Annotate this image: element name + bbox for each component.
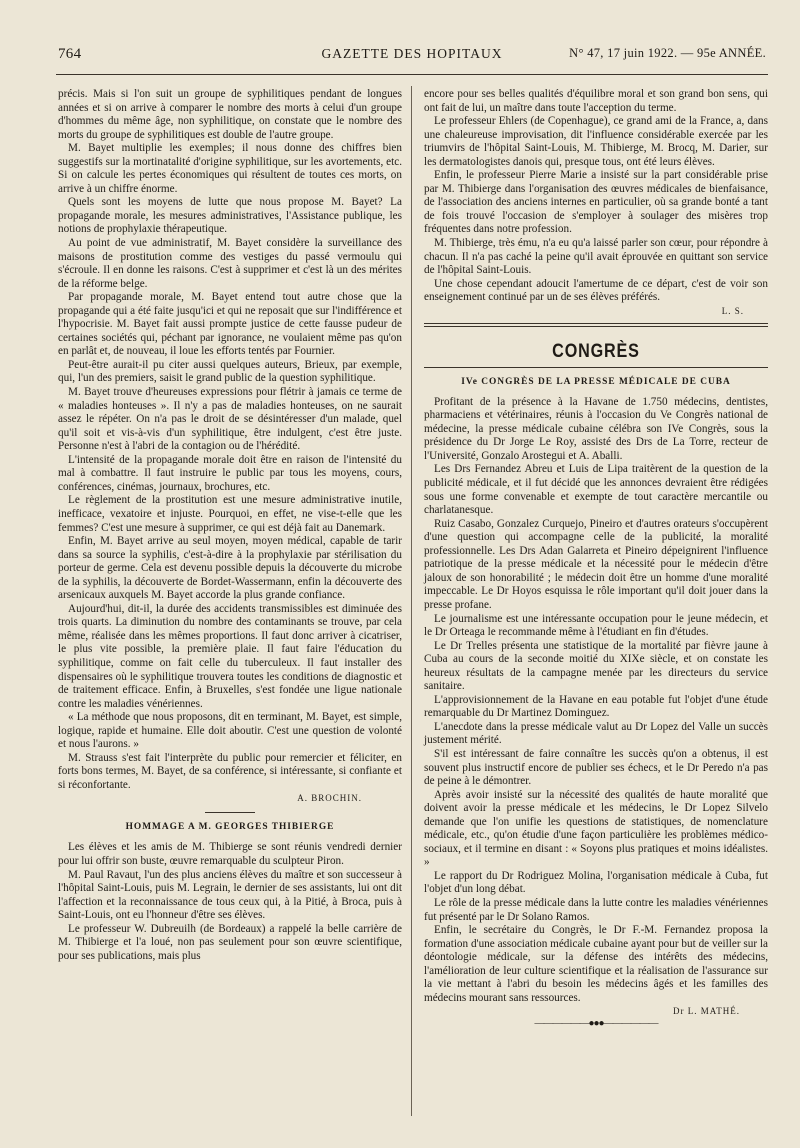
header-rule [56,74,768,75]
article-paragraph: précis. Mais si l'on suit un groupe de syphilitiques pendant de longues années et si on arrive à comparer le nombre des morts à celui d'un groupe d'hommes du même âge, non syphilitique, on constate que le nombre des morts du groupe de syphilitiques est double de l'autre groupe. [58,88,402,141]
hommage-continued-paragraph: Une chose cependant adoucit l'amertume de ce départ, c'est de voir son enseignement continué par un de ses élèves préférés. [424,277,768,304]
congres-paragraph: Les Drs Fernandez Abreu et Luis de Lipa traitèrent de la question de la publicité médicale, et il fut décidé que les annonces devraient être rédigées sous une forme convenable et exempte de tout caractère mercantile ou charlatanesque. [424,463,768,517]
congres-paragraph: Le Dr Trelles présenta une statistique de la mortalité par fièvre jaune à Cuba au cours de la seconde moitié du XIXe siècle, et on constate les heureux résultats de la campagne menée par les directeurs du service sanitaire. [424,639,768,693]
congres-paragraph: Le journalisme est une intéressante occupation pour le jeune médecin, et le Dr Orteaga le recommande même à l'étudiant en fin d'études. [424,612,768,639]
article-signature: A. BROCHIN. [297,793,362,804]
hommage-paragraph: Les élèves et les amis de M. Thibierge se sont réunis vendredi dernier pour lui offrir son buste, œuvre remarquable du sculpteur Piron. [58,841,402,867]
article-paragraph: Par propagande morale, M. Bayet entend tout autre chose que la propagande qui a été faite jusqu'ici et qui ne reposait que sur l'indifférence et l'hypocrisie. M. Bayet fait aussi prompte justice de cette fausse pudeur de certaines sociétés qui, péchant par ignorance, ne voulaient même pas qu'on en parlât et, de nouveau, il loue les efforts tentés par Fournier. [58,291,402,358]
left-column [58,88,402,963]
hommage-continued-paragraph: encore pour ses belles qualités d'équilibre moral et son grand bon sens, qui ont fait de lui, un maître dans toute l'acception du terme. [424,88,768,114]
congres-top-rule [424,323,768,324]
bayet-article [58,88,402,803]
hommage-title: HOMMAGE A M. GEORGES THIBIERGE [125,822,335,833]
congres-paragraph: L'anecdote dans la presse médicale valut au Dr Lopez del Valle un succès justement mérité. [424,720,768,747]
congres-paragraph: S'il est intéressant de faire connaître les succès qu'on a obtenus, il est souvent plus instructif encore de publier ses échecs, et le Dr Peredo n'a pas de peine à le démontrer. [424,747,768,788]
congres-paragraph: Après avoir insisté sur la nécessité des qualités de haute moralité que doivent avoir la presse médicale et les médecins, le Dr Lopez Silvelo demande que l'on unifie les questions de statistiques, de nomenclature médicale, etc., qu'on étudie d'une façon particulière les problèmes médico-sociaux, et il termine en disant : « Soyons plus pratiques et moins idéalistes. » [424,788,768,869]
congres-bottom-rule [424,367,768,368]
article-paragraph: M. Strauss s'est fait l'interprète du public pour remercier et féliciter, en forts bons termes, M. Bayet, de sa conférence, si intéressante, si confiante et si réconfortante. [58,751,402,791]
journal-title: GAZETTE DES HOPITAUX [321,46,503,61]
section-divider [205,812,255,813]
page-header [58,44,766,66]
hommage-continued-paragraph: M. Thibierge, très ému, n'a eu qu'a laissé parler son cœur, pour répondre à chacun. Il n'a pas caché la peine qu'il avait éprouvée en quittant son service de l'hôpital Saint-Louis. [424,237,768,277]
congres-subtitle: IVe CONGRÈS DE LA PRESSE MÉDICALE DE CUBA [461,376,731,387]
article-paragraph: Au point de vue administratif, M. Bayet considère la surveillance des maisons de prostitution comme des vestiges du passé vermoulu qui s'écroule. Il en donne les raisons. C'est à supprimer et c'est là un des mérites de la réforme belge. [58,237,402,290]
article-paragraph: M. Bayet trouve d'heureuses expressions pour flétrir à jamais ce terme de « maladies honteuses ». Il n'y a pas de maladies honteuses, on ne saurait assez le répéter. On n'a pas le droit de se désintéresser d'un malade, quel qu'il soit et vis-à-vis d'un syphilitique, être indulgent, c'est être juste. Personne n'est à l'abri de la contagion ou de l'hérédité. [58,386,402,453]
article-paragraph: Le règlement de la prostitution est une mesure administrative inutile, inefficace, vexatoire et injuste. Pourquoi, en effet, ne vise-t-elle que les femmes? C'est une mesure à supprimer, ce qui est déjà fait au Danemark. [58,494,402,534]
right-column [424,88,768,1029]
article-paragraph: Peut-être aurait-il pu citer aussi quelques auteurs, Brieux, par exemple, qui, l'un des premiers, saisit le grand public de la question syphilitique. [58,358,402,385]
hommage-paragraph: M. Paul Ravaut, l'un des plus anciens élèves du maître et son successeur à l'hôpital Saint-Louis, puis M. Legrain, le dernier de ses assistants, lui ont dit l'affection et la reconnaissance de tous ceux qui, à la Pitié, à Broca, puis à Saint-Louis, ont eu l'honneur d'être ses élèves. [58,868,402,922]
article-paragraph: L'intensité de la propagande morale doit être en raison de l'intensité du mal à combattre. Il faut instruire le public par tous les moyens, cours, conférences, cinémas, journaux, brochures, etc. [58,453,402,493]
article-paragraph: Quels sont les moyens de lutte que nous propose M. Bayet? La propagande morale, les mesures administratives, l'Assistance publique, les notions de prophylaxie thérapeutique. [58,196,402,236]
congres-signature: Dr L. MATHÉ. [673,1006,740,1017]
hommage-signature: L. S. [721,305,744,316]
congres-paragraph: L'approvisionnement de la Havane en eau potable fut l'objet d'une étude remarquable du Dr Martinez Dominguez. [424,693,768,720]
column-divider [411,86,412,1116]
congres-paragraph: Le rôle de la presse médicale dans la lutte contre les maladies vénériennes fut présenté par le Dr Solano Ramos. [424,896,768,923]
congres-banner: CONGRÈS [552,340,640,362]
congres-top-rule-thin [424,326,768,327]
article-paragraph: Aujourd'hui, dit-il, la durée des accidents transmissibles est diminuée des trois quarts. La diminution du nombre des contaminants se trouve, par cela même, réalisée dans les mêmes proportions. Il faut donc arriver à cicatriser, le plus vite possible, la première plaie. Il faut faire l'éducation du syphilitique, comme on fait celle du tuberculeux. Il faut installer des dispensaires où le syphilitique trouvera toutes les conditions de diagnostic et de traitement efficace. Enfin, à Bruxelles, s'est fondée une ligue nationale contre les maladies vénériennes. [58,602,402,710]
article-paragraph: « La méthode que nous proposons, dit en terminant, M. Bayet, est simple, logique, rapide et humaine. Elle doit aboutir. C'est une question de volonté et nous l'aurons. » [58,711,402,751]
page-number: 764 [58,46,82,62]
congres-paragraph: Enfin, le secrétaire du Congrès, le Dr F.-M. Fernandez proposa la formation d'une association médicale cubaine ayant pour but de veiller sur la déontologie médicale, sur la défense des intérêts des médecins, l'amélioration de leur culture scientifique et la réalisation de l'assurance sur la vie mettant à l'abri du besoin les médecins âgés et les familles des médecins mourant sans ressources. [424,924,768,1004]
congres-paragraph: Profitant de la présence à la Havane de 1.750 médecins, dentistes, pharmaciens et vétérinaires, réunis à l'occasion du Ve Congrès national de médecine, la presse médicale cubaine célébra son IVe Congrès, sous la présidence du Dr Jorge Le Roy, assisté des Drs de La Torre, recteur de l'Université, Gonzalo Arostegui et A. Aballi. [424,395,768,462]
congres-paragraph: Ruiz Casabo, Gonzalez Curquejo, Pineiro et d'autres orateurs s'occupèrent d'une question qui accompagne celle de la publicité, la moralité professionnelle. Les Drs Adan Galarreta et Pineiro dépeignirent l'influence patriotique de la presse médicale et la nécessité pour le médecin d'être jaloux de son honorabilité ; le médecin doit être un homme d'une moralité impeccable. Le Dr Hoyos esquissa le rôle important qu'il doit jouer dans la presse profane. [424,517,768,611]
hommage-continued-paragraph: Enfin, le professeur Pierre Marie a insisté sur la part considérable prise par M. Thibierge dans l'organisation des œuvres médicales de bienfaisance, de l'association des anciens internes en particulier, où sa grande bonté a tant de fois trouvé l'occasion de s'employer à soulager des misères trop fréquentes dans notre profession. [424,169,768,236]
article-paragraph: Enfin, M. Bayet arrive au seul moyen, moyen médical, capable de tarir dans sa source la syphilis, c'est-à-dire à la prophylaxie par stérilisation du porteur de germe. Cela est devenu possible depuis la découverte du microbe de la syphilis, la découverte de Bordet-Wassermann, enfin la découverte des arsenicaux auxquels M. Bayet accorde la plus grande confiance. [58,535,402,602]
issue-info: N° 47, 17 juin 1922. — 95e ANNÉE. [569,46,766,60]
hommage-paragraph: Le professeur W. Dubreuilh (de Bordeaux) a rappelé la belle carrière de M. Thibierge et l'a loué, non pas seulement pour son œuvre scientifique, pour ses publications, mais plus [58,922,402,962]
end-ornament: ——————●●●—————— [534,1018,658,1030]
article-paragraph: M. Bayet multiplie les exemples; il nous donne des chiffres bien suggestifs sur la mortinatalité d'origine syphilitique, sur les avortements, etc. Si on calcule les pertes économiques qui résultent de toutes ces morts, on arrive à un chiffre énorme. [58,142,402,195]
congres-paragraph: Le rapport du Dr Rodriguez Molina, l'organisation médicale à Cuba, fut l'objet d'un long débat. [424,869,768,896]
hommage-continued-paragraph: Le professeur Ehlers (de Copenhague), ce grand ami de la France, a, dans une chaleureuse improvisation, dit l'influence considérable exercée par les triumvirs de l'hôpital Saint-Louis, M. Thibierge, M. Brocq, M. Darier, sur les dermatologistes danois qui, presque tous, ont été leurs élèves. [424,115,768,168]
